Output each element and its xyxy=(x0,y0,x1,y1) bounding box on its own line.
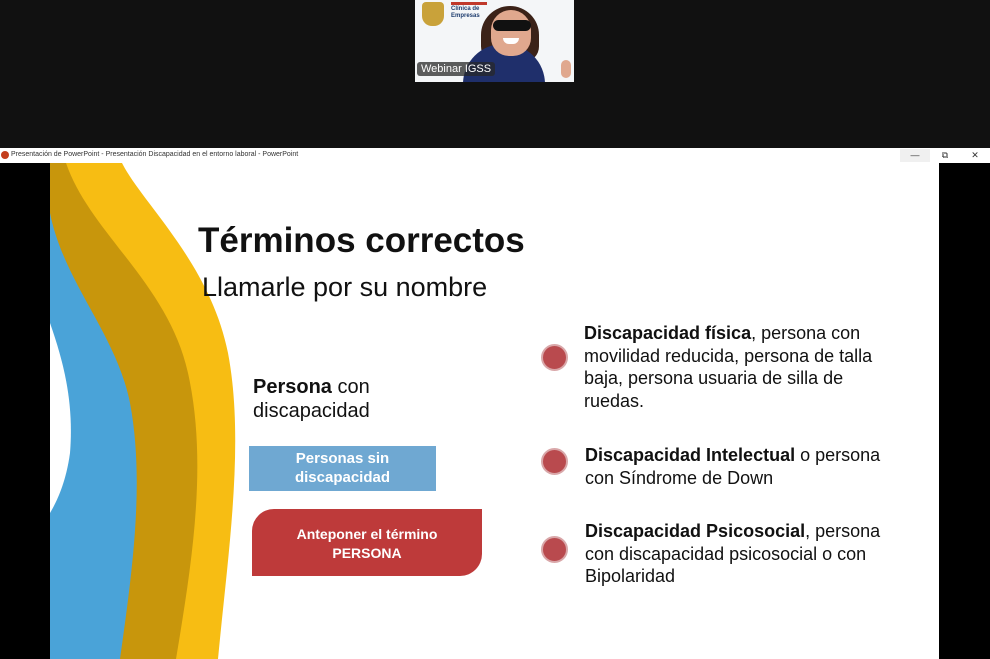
slide-title: Términos correctos xyxy=(198,221,525,260)
webcam-thumbnail[interactable] xyxy=(415,0,574,82)
clinica-logo xyxy=(451,2,487,20)
window-title-left: Presentación de PowerPoint xyxy=(11,151,100,158)
presenter-sunglasses xyxy=(493,20,531,31)
meeting-video-area xyxy=(0,0,990,148)
window-title-separator: - xyxy=(101,151,104,158)
window-title xyxy=(11,151,298,158)
restore-button[interactable]: ⧉ xyxy=(941,150,949,160)
bullet-dot xyxy=(541,448,568,475)
bullet-discapacidad-fisica xyxy=(584,322,904,412)
presenter-hand xyxy=(561,60,571,78)
anteponer-persona-box xyxy=(252,509,482,576)
bullet-rest: , persona con discapacidad psicosocial o con Bipolaridad xyxy=(585,521,881,586)
persona-bold: Persona xyxy=(253,376,332,398)
persona-rest: con discapacidad xyxy=(253,376,370,422)
persona-con-discapacidad-text xyxy=(253,375,453,423)
bullet-bold: Discapacidad física xyxy=(584,323,752,343)
minimize-button[interactable]: — xyxy=(900,149,930,162)
clinica-logo-text: Clínica de Empresas xyxy=(451,6,480,19)
window-titlebar[interactable] xyxy=(0,148,990,163)
window-title-right: Presentación Discapacidad en el entorno laboral - PowerPoint xyxy=(105,151,299,158)
red-box-line2: PERSONA xyxy=(332,545,402,561)
bullet-discapacidad-psicosocial xyxy=(585,520,905,588)
participant-name-tag: Webinar IGSS xyxy=(417,62,495,76)
personas-sin-discapacidad-box: Personas sin discapacidad xyxy=(249,446,436,491)
bullet-dot xyxy=(541,536,568,563)
close-button[interactable]: ✕ xyxy=(971,150,979,160)
powerpoint-window xyxy=(0,148,990,659)
powerpoint-app-icon xyxy=(1,151,9,159)
red-box-line1: Anteponer el término xyxy=(296,526,438,542)
slide-subtitle: Llamarle por su nombre xyxy=(202,272,488,302)
presenter-face xyxy=(491,10,531,56)
bullet-dot xyxy=(541,344,568,371)
bullet-bold: Discapacidad Psicosocial xyxy=(585,521,806,541)
bullet-discapacidad-intelectual xyxy=(585,444,905,489)
bullet-bold: Discapacidad Intelectual xyxy=(585,445,796,465)
bullet-rest: o persona con Síndrome de Down xyxy=(585,445,881,488)
igss-crest-logo xyxy=(422,2,444,26)
bullet-rest: , persona con movilidad reducida, persona de talla baja, persona usuaria de silla de ruedas. xyxy=(584,323,873,411)
slide-canvas[interactable] xyxy=(50,163,939,659)
